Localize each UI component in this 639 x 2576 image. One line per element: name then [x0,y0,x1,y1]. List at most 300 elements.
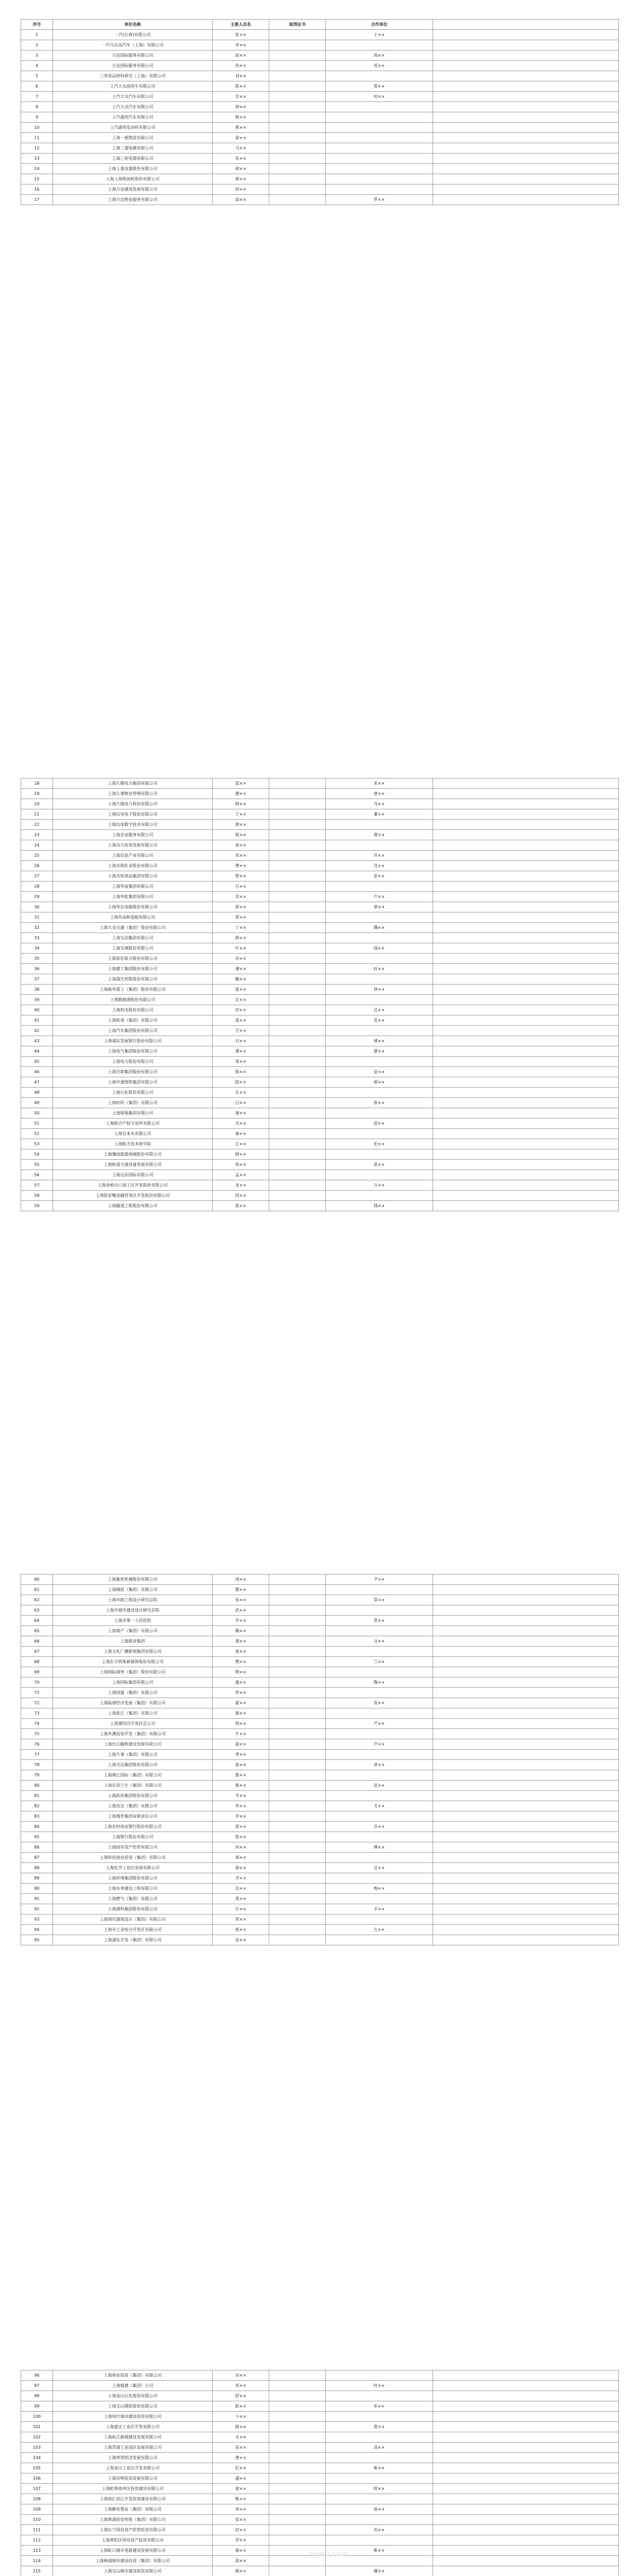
cell-no: 14 [21,164,53,174]
cell-partner [326,2515,433,2525]
cell-cert-person [269,1015,326,1026]
cell-company: 上海仪电电子股份有限公司 [53,809,213,820]
cell-company: 上海汽车集团股份有限公司 [53,1026,213,1036]
cell-partner: 牟×× [326,2401,433,2412]
cell-no: 95 [21,1935,53,1945]
cell-cert-person [269,1180,326,1191]
table-row [21,2370,619,2381]
cell-blank [433,1118,619,1129]
cell-no: 80 [21,1781,53,1791]
cell-blank [433,92,619,102]
cell-no: 97 [21,2381,53,2391]
table-row [21,1832,619,1842]
cell-cert-person [269,2443,326,2453]
cell-company: 上海国有资产经营有限公司 [53,1842,213,1853]
cell-no: 105 [21,2463,53,2473]
cell-cert-person [269,871,326,882]
cell-company: 上海杨浦城市建设投资（集团）有限公司 [53,2556,213,2566]
cell-partner [326,1935,433,1945]
cell-company: 上汽大众汽车有限公司 [53,102,213,112]
cell-partner [326,1750,433,1760]
table-row [21,2401,619,2412]
cell-partner [326,933,433,943]
cell-blank [433,1595,619,1605]
table-row [21,2566,619,2576]
cell-main-person: 吴×× [213,92,269,102]
cell-no: 107 [21,2484,53,2494]
cell-cert-person [269,2566,326,2576]
cell-main-person: 庄×× [213,1904,269,1914]
cell-partner: 何×× [326,92,433,102]
header-blank [433,20,619,30]
cell-no: 26 [21,861,53,871]
page-3 [21,1574,618,1945]
cell-blank [433,1170,619,1180]
cell-partner: 卢×× [326,892,433,902]
table-row [21,974,619,985]
cell-blank [433,2381,619,2391]
cell-blank [433,30,619,40]
cell-no: 57 [21,1180,53,1191]
cell-partner: 范×× [326,1015,433,1026]
cell-partner: 宋×× [326,778,433,789]
cell-company: 上海普陀区国有资产投资有限公司 [53,2535,213,2546]
cell-company: 上海虹口城市更新建设发展有限公司 [53,2546,213,2556]
cell-company: 上海国盛（集团）有限公司 [53,1688,213,1698]
table-row [21,1201,619,1211]
cell-main-person: 赵×× [213,50,269,61]
header-company: 单位名称 [53,20,213,30]
cell-cert-person [269,902,326,912]
cell-partner: 曹×× [326,830,433,840]
cell-no: 60 [21,1574,53,1585]
cell-cert-person [269,1832,326,1842]
cell-no: 113 [21,2546,53,2556]
cell-main-person: 邓×× [213,851,269,861]
cell-company: 上海隧道工程股份有限公司 [53,1201,213,1211]
table-row [21,2515,619,2525]
table-row [21,1801,619,1811]
cell-no: 75 [21,1729,53,1739]
cell-cert-person [269,61,326,71]
cell-company: 上海久事物业管理有限公司 [53,789,213,799]
table-row [21,1036,619,1046]
cell-blank [433,1108,619,1118]
cell-cert-person [269,71,326,81]
cell-partner [326,1647,433,1657]
table-row [21,1698,619,1708]
cell-blank [433,964,619,974]
table-row [21,1605,619,1616]
cell-company: 上海交运集团股份有限公司 [53,1760,213,1770]
cell-cert-person [269,933,326,943]
table-row [21,50,619,61]
cell-company: 上海东方明珠新媒体股份有限公司 [53,1657,213,1667]
cell-no: 96 [21,2370,53,2381]
cell-cert-person [269,882,326,892]
cell-company: 上海科技创业投资（集团）有限公司 [53,1853,213,1863]
table-row [21,789,619,799]
table-row [21,1750,619,1760]
table-row [21,1026,619,1036]
table-row [21,1791,619,1801]
cell-main-person: 李×× [213,40,269,50]
table-row [21,985,619,995]
cell-partner [326,1914,433,1925]
cell-cert-person [269,1108,326,1118]
cell-partner [326,1129,433,1139]
cell-cert-person [269,102,326,112]
cell-company: 上海良友（集团）有限公司 [53,1801,213,1811]
table-row [21,81,619,92]
cell-cert-person [269,1853,326,1863]
cell-company: 上海文化广播影视集团有限公司 [53,1647,213,1657]
cell-no: 31 [21,912,53,923]
cell-main-person: 向×× [213,1842,269,1853]
cell-cert-person [269,789,326,799]
cell-partner [326,2453,433,2463]
cell-company: 上海数据港股份有限公司 [53,995,213,1005]
cell-no: 34 [21,943,53,954]
cell-company: 上海仪电数字技术有限公司 [53,820,213,830]
cell-no: 20 [21,799,53,809]
cell-partner: 芮×× [326,2525,433,2535]
cell-blank [433,1026,619,1036]
cell-partner: 岳×× [326,1863,433,1873]
cell-blank [433,1801,619,1811]
table-row [21,1088,619,1098]
cell-partner: 靳×× [326,2463,433,2473]
cell-blank [433,1750,619,1760]
cell-blank [433,1935,619,1945]
cell-cert-person [269,1719,326,1729]
cell-partner [326,820,433,830]
table-row [21,2391,619,2401]
cell-partner [326,1626,433,1636]
cell-main-person: 韦×× [213,1791,269,1801]
cell-main-person: 白×× [213,1098,269,1108]
cell-no: 17 [21,195,53,205]
cell-cert-person [269,40,326,50]
cell-blank [433,1719,619,1729]
cell-blank [433,1046,619,1057]
cell-main-person: 汤×× [213,1574,269,1585]
cell-blank [433,154,619,164]
cell-blank [433,985,619,995]
cell-company: 上海东浩兰生（集团）有限公司 [53,1781,213,1791]
table-row [21,1077,619,1088]
cell-cert-person [269,1904,326,1914]
cell-cert-person [269,1118,326,1129]
cell-cert-person [269,1626,326,1636]
cell-company: 上海上菱电器股份有限公司 [53,164,213,174]
table-row [21,871,619,882]
cell-no: 69 [21,1667,53,1677]
cell-blank [433,861,619,871]
cell-company: 上海宝钢股份有限公司 [53,943,213,954]
cell-main-person: 管×× [213,1914,269,1925]
cell-blank [433,943,619,954]
cell-company: 上海环境集团股份有限公司 [53,1873,213,1884]
cell-main-person: 羿×× [213,2535,269,2546]
table-row [21,933,619,943]
cell-partner: 郑×× [326,81,433,92]
cell-cert-person [269,2484,326,2494]
cell-company: 上海外滩投资开发（集团）有限公司 [53,1729,213,1739]
cell-partner: 郝×× [326,1077,433,1088]
cell-main-person: 家×× [213,2515,269,2525]
cell-company: 上海锦江国际（集团）有限公司 [53,1770,213,1781]
cell-company: 上海众力投资发展有限公司 [53,840,213,851]
cell-main-person: 温×× [213,1739,269,1750]
table-row [21,1015,619,1026]
cell-no: 84 [21,1822,53,1832]
cell-partner [326,1688,433,1698]
cell-partner [326,2432,433,2443]
cell-partner: 安×× [326,1698,433,1708]
cell-blank [433,1201,619,1211]
cell-partner [326,1088,433,1098]
cell-no: 67 [21,1647,53,1657]
cell-no: 87 [21,1853,53,1863]
cell-cert-person [269,2473,326,2484]
cell-partner: 丛×× [326,1822,433,1832]
cell-company: 上海宝冶集团有限公司 [53,933,213,943]
cell-blank [433,923,619,933]
cell-partner [326,154,433,164]
cell-partner: 曲×× [326,2504,433,2515]
cell-partner: 时×× [326,2381,433,2391]
cell-no: 72 [21,1698,53,1708]
cell-blank [433,1605,619,1616]
cell-partner: 任×× [326,1005,433,1015]
table-row [21,943,619,954]
cell-no: 42 [21,1026,53,1036]
cell-company: 上海现代建筑设计（集团）有限公司 [53,1914,213,1925]
cell-main-person: 洪×× [213,1688,269,1698]
cell-blank [433,1688,619,1698]
cell-main-person: 陆×× [213,1077,269,1088]
cell-blank [433,1149,619,1160]
roster-table-page-4 [21,2370,619,2576]
table-row [21,1677,619,1688]
cell-main-person: 高×× [213,195,269,205]
cell-partner [326,1667,433,1677]
cell-no: 50 [21,1108,53,1118]
table-row [21,1760,619,1770]
cell-blank [433,902,619,912]
cell-company: 上海机电股份有限公司 [53,1005,213,1015]
cell-cert-person [269,1925,326,1935]
cell-blank [433,820,619,830]
cell-no: 73 [21,1708,53,1719]
cell-partner [326,123,433,133]
cell-cert-person [269,1647,326,1657]
table-row [21,1822,619,1832]
cell-no: 101 [21,2422,53,2432]
page-4 [21,2370,618,2576]
cell-cert-person [269,30,326,40]
table-row [21,1708,619,1719]
cell-no: 76 [21,1739,53,1750]
cell-blank [433,933,619,943]
cell-no: 29 [21,892,53,902]
roster-table-page-2 [21,778,619,1211]
cell-company: 上海市第一人民医院 [53,1616,213,1626]
cell-cert-person [269,1657,326,1667]
table-row [21,1191,619,1201]
cell-partner: 邓×× [326,61,433,71]
cell-blank [433,2401,619,2412]
cell-company: 上海奉贤经济发展有限公司 [53,2453,213,2463]
table-row [21,1739,619,1750]
cell-partner [326,1708,433,1719]
cell-company: 上海信息产业有限公司 [53,851,213,861]
table-row [21,2463,619,2473]
cell-main-person: 祝×× [213,1925,269,1935]
table-row [21,40,619,50]
cell-cert-person [269,1708,326,1719]
cell-partner [326,1605,433,1616]
cell-blank [433,2443,619,2453]
cell-no: 83 [21,1811,53,1822]
cell-partner: 伍×× [326,1781,433,1791]
cell-company: 上海徐汇滨江开发投资建设有限公司 [53,2494,213,2504]
cell-main-person: 邢×× [213,1853,269,1863]
cell-partner: 阎×× [326,943,433,954]
cell-partner: 董×× [326,809,433,820]
cell-partner: 罗×× [326,195,433,205]
cell-blank [433,789,619,799]
cell-partner [326,1026,433,1036]
table-row [21,1873,619,1884]
cell-cert-person [269,174,326,184]
cell-blank [433,995,619,1005]
cell-main-person: 邹×× [213,1057,269,1067]
cell-cert-person [269,1935,326,1945]
cell-blank [433,2494,619,2504]
table-row [21,184,619,195]
table-row [21,912,619,923]
cell-partner [326,974,433,985]
cell-partner: 靳×× [326,2546,433,2556]
cell-blank [433,882,619,892]
cell-no: 112 [21,2535,53,2546]
table-row [21,1067,619,1077]
cell-company: 上海水务建设工程有限公司 [53,1884,213,1894]
cell-blank [433,1925,619,1935]
cell-main-person: 潘×× [213,964,269,974]
cell-no: 12 [21,143,53,154]
cell-cert-person [269,1914,326,1925]
cell-company: 上海大众交通（集团）股份有限公司 [53,923,213,933]
cell-partner [326,1894,433,1904]
cell-no: 18 [21,778,53,789]
cell-main-person: 甄×× [213,2494,269,2504]
cell-blank [433,1832,619,1842]
cell-main-person: 黎×× [213,1585,269,1595]
cell-company: 上海申通地铁集团有限公司 [53,1077,213,1088]
cell-no: 10 [21,123,53,133]
cell-no: 115 [21,2566,53,2576]
cell-cert-person [269,2525,326,2535]
cell-main-person: 耿×× [213,2401,269,2412]
cell-cert-person [269,1801,326,1811]
cell-blank [433,1770,619,1781]
cell-main-person: 薛×× [213,933,269,943]
cell-blank [433,1636,619,1647]
cell-blank [433,40,619,50]
cell-partner [326,1853,433,1863]
table-row [21,1098,619,1108]
cell-cert-person [269,50,326,61]
cell-partner: 尤×× [326,1801,433,1811]
table-row [21,1139,619,1149]
cell-main-person: 余×× [213,954,269,964]
table-row [21,1149,619,1160]
cell-cert-person [269,2422,326,2432]
cell-cert-person [269,1026,326,1036]
cell-main-person: 邴×× [213,2566,269,2576]
cell-partner [326,840,433,851]
cell-cert-person [269,985,326,995]
table-row [21,902,619,912]
cell-company: 上海国际集团有限公司 [53,1677,213,1688]
cell-company: 上海商业投资（集团）有限公司 [53,2370,213,2381]
cell-no: 93 [21,1914,53,1925]
cell-no: 63 [21,1605,53,1616]
cell-main-person: 顾×× [213,1149,269,1160]
table-row [21,1180,619,1191]
cell-blank [433,1791,619,1801]
table-row [21,1636,619,1647]
cell-main-person: 费×× [213,2453,269,2463]
cell-main-person: 颜×× [213,1708,269,1719]
cell-no: 65 [21,1626,53,1636]
cell-main-person: 段×× [213,1191,269,1201]
cell-no: 11 [21,133,53,143]
table-row [21,1842,619,1853]
cell-blank [433,2391,619,2401]
table-row [21,164,619,174]
cell-cert-person [269,830,326,840]
cell-company: 上海建工集团股份有限公司 [53,964,213,974]
cell-blank [433,2473,619,2484]
header-cert-person: 取得证书 [269,20,326,30]
cell-blank [433,112,619,123]
cell-partner: 文×× [326,1636,433,1647]
cell-blank [433,974,619,985]
cell-partner [326,164,433,174]
cell-company: 上海银行股份有限公司 [53,1832,213,1842]
cell-partner [326,1585,433,1595]
cell-partner [326,184,433,195]
cell-blank [433,1739,619,1750]
cell-blank [433,1191,619,1201]
cell-partner: 姚×× [326,1036,433,1046]
cell-blank [433,1647,619,1657]
cell-main-person: 田×× [213,1005,269,1015]
cell-partner [326,1170,433,1180]
header-main-person: 主要人员名 [213,20,269,30]
cell-partner [326,882,433,892]
cell-company: 上汽通用发动机有限公司 [53,123,213,133]
table-row [21,892,619,902]
cell-company: 一汽马自达汽车（上海）有限公司 [53,40,213,50]
cell-main-person: 贾×× [213,912,269,923]
cell-blank [433,2566,619,2576]
cell-main-person: 毕×× [213,1811,269,1822]
